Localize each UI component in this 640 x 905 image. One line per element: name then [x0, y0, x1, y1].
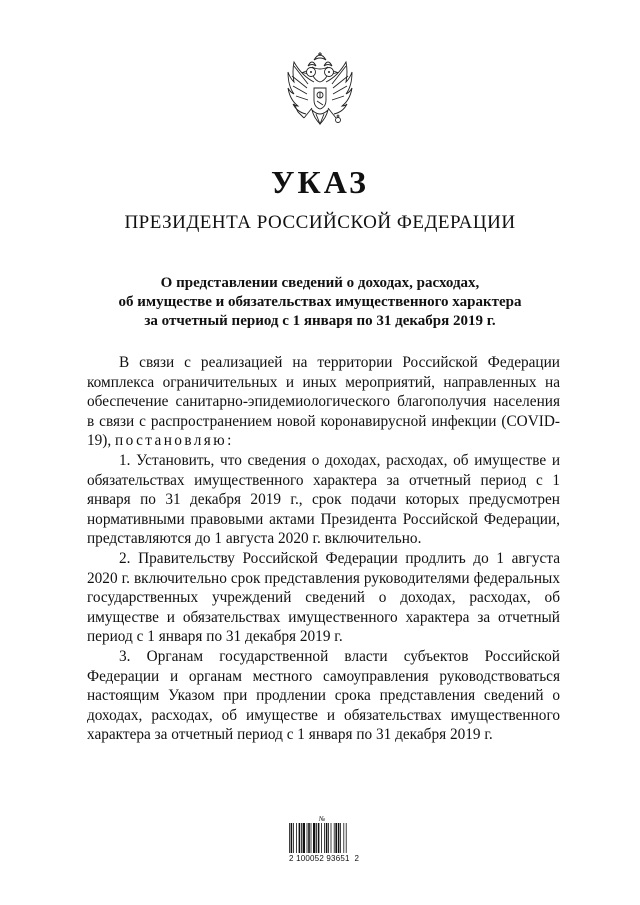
- russian-coat-of-arms-icon: [286, 52, 354, 138]
- clause-paragraph-2: 2. Правительству Российской Федерации продлить до 1 августа 2020 г. включительно срок представления руководителями федеральных государственных учреждений сведений о доходах, расходах, об имуществе и обязательствах имущественного характера за отчетный период с 1 января по 31 декабря 2019 г.: [87, 549, 560, 646]
- decree-word: постановляю:: [115, 432, 234, 450]
- barcode-number: 2 100052 93651 2: [289, 854, 360, 863]
- document-title-line: об имуществе и обязательствах имущественного характера: [118, 294, 522, 310]
- barcode-mark: №: [318, 815, 326, 823]
- clause-paragraph-3: 3. Органам государственной власти субъектов Российской Федерации и органам местного самоуправления руководствоваться настоящим Указом при продлении срока представления сведений о доходах, расходах, об имуществе и обязательствах имущественного характера за отчетный период с 1 января по 31 декабря 2019 г.: [87, 647, 560, 744]
- preamble-paragraph: [87, 353, 560, 451]
- document-body: [87, 353, 560, 745]
- document-title-line: О представлении сведений о доходах, расходах,: [160, 275, 480, 291]
- preamble-text: В связи с реализацией на территории Российской Федерации комплекса ограничительных и иных мероприятий, направленных на обеспечение санитарно-эпидемиологического благополучия населения в связи с распространением новой коронавирусной инфекции (COVID-19),: [87, 354, 560, 450]
- document-type-heading: УКАЗ: [271, 164, 369, 200]
- document-title-line: за отчетный период с 1 января по 31 декабря 2019 г.: [144, 313, 496, 329]
- clause-paragraph-1: 1. Установить, что сведения о доходах, расходах, об имуществе и обязательствах имущественного характера за отчетный период с 1 января по 31 декабря 2019 г., срок подачи которых предусмотрен нормативными правовыми актами Президента Российской Федерации, представляются до 1 августа 2020 г. включительно.: [87, 451, 560, 548]
- barcode-block: [289, 815, 365, 864]
- issuer-heading: ПРЕЗИДЕНТА РОССИЙСКОЙ ФЕДЕРАЦИИ: [124, 212, 516, 233]
- barcode-icon: [289, 823, 365, 853]
- document-title: [80, 274, 560, 331]
